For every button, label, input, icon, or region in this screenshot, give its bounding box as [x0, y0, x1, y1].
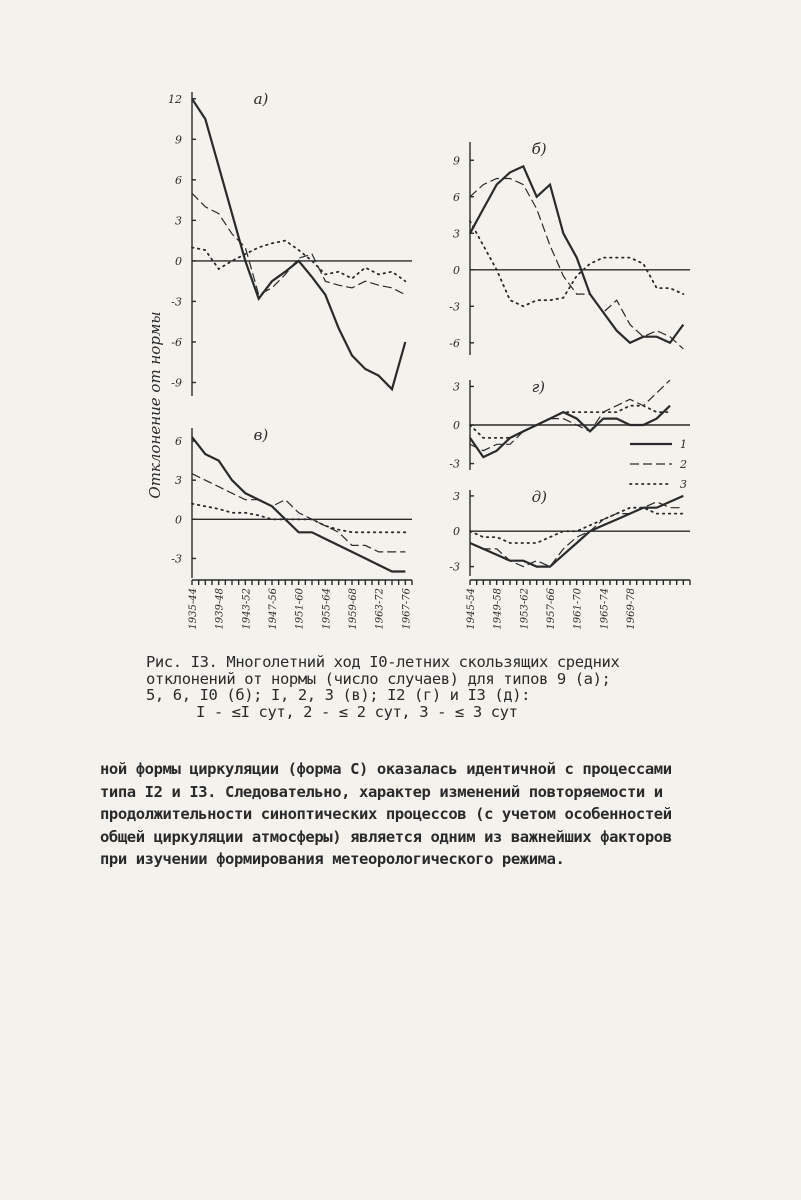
y-tick-label: 0 [453, 525, 460, 539]
x-tick-label: 1953-62 [519, 588, 531, 630]
y-tick-label: 3 [175, 214, 182, 228]
y-tick-label: -3 [449, 457, 460, 471]
series-line-3 [470, 508, 683, 543]
series-line-3 [192, 504, 405, 533]
chart-panel [449, 488, 690, 576]
y-tick-label: 3 [453, 227, 460, 241]
series-line-1 [470, 166, 683, 342]
legend-label: 1 [680, 438, 687, 451]
x-tick-label: 1939-48 [214, 588, 226, 630]
y-tick-label: 3 [175, 474, 182, 488]
legend-label: 2 [680, 458, 687, 471]
x-tick-label: 1961-70 [572, 588, 584, 630]
y-tick-label: 9 [175, 133, 182, 147]
series-line-2 [192, 474, 405, 552]
x-tick-label: 1943-52 [241, 588, 253, 630]
y-tick-label: 0 [453, 419, 460, 432]
y-tick-label: -3 [171, 295, 182, 309]
x-tick-label: 1935-44 [188, 588, 199, 630]
paragraph-line: типа I2 и I3. Следовательно, характер изменений повторяемости и [100, 782, 663, 801]
chart-panel [449, 378, 690, 471]
x-tick-label: 1969-78 [626, 588, 637, 630]
body-paragraph [100, 758, 740, 871]
series-line-2 [470, 179, 683, 349]
chart-panel [449, 140, 690, 355]
series-line-1 [192, 437, 405, 571]
y-tick-label: 6 [175, 435, 182, 449]
panel-label: в) [253, 426, 269, 444]
x-tick-label: 1955-64 [321, 588, 333, 630]
legend [630, 438, 687, 491]
panel-label: г) [531, 378, 546, 396]
x-tick-label: 1959-68 [348, 588, 359, 630]
paragraph-line: общей циркуляции атмосферы) является одним из важнейших факторов [100, 827, 672, 846]
x-tick-label: 1963-72 [374, 588, 386, 630]
caption-line: 5, 6, I0 (б); I, 2, 3 (в); I2 (г) и I3 (д): [146, 686, 531, 704]
y-tick-label: 3 [453, 489, 460, 503]
y-tick-label: -6 [449, 336, 460, 350]
x-tick-label: 1967-76 [401, 588, 413, 630]
legend-label: 3 [680, 478, 687, 491]
y-tick-label: 9 [453, 154, 460, 168]
panel-label: д) [531, 488, 547, 506]
figure-caption [146, 654, 706, 720]
panel-label: а) [253, 90, 269, 108]
y-axis-label: Отклонение от нормы [146, 311, 164, 499]
y-tick-label: 0 [175, 513, 182, 527]
paragraph-line: ной формы циркуляции (форма С) оказалась идентичной с процессами [100, 760, 672, 778]
series-line-2 [192, 193, 405, 294]
y-tick-label: -3 [449, 560, 460, 574]
chart-panel [171, 426, 412, 578]
caption-line: Рис. I3. Многолетний ход I0-летних скользящих средних [146, 653, 620, 671]
x-tick-label: 1965-74 [599, 588, 611, 630]
y-tick-label: 3 [453, 380, 460, 394]
x-tick-label: 1957-66 [546, 588, 557, 630]
y-tick-label: -9 [171, 376, 182, 390]
paragraph-line: продолжительности синоптических процессов (с учетом особенностей [100, 805, 672, 823]
caption-line: отклонений от нормы (число случаев) для типов 9 (а); [146, 669, 611, 688]
y-tick-label: 6 [175, 173, 182, 187]
y-tick-label: -3 [449, 300, 460, 314]
panel-label: б) [531, 140, 547, 158]
caption-line: I - ≤I сут, 2 - ≤ 2 сут, 3 - ≤ 3 сут [196, 702, 518, 721]
y-tick-label: -6 [171, 335, 182, 349]
x-tick-label: 1951-60 [294, 588, 306, 630]
x-tick-label: 1949-58 [492, 588, 504, 630]
series-line-1 [470, 406, 670, 457]
y-tick-label: 12 [168, 92, 182, 106]
y-tick-label: -3 [171, 552, 182, 566]
x-tick-label: 1947-56 [268, 588, 279, 630]
y-tick-label: 0 [453, 263, 460, 277]
y-tick-label: 6 [453, 190, 460, 204]
x-tick-label: 1945-54 [466, 588, 477, 630]
chart-panel [168, 90, 412, 396]
paragraph-line: при изучении формирования метеорологического режима. [100, 850, 565, 868]
y-tick-label: 0 [175, 254, 182, 268]
series-line-1 [192, 99, 405, 389]
